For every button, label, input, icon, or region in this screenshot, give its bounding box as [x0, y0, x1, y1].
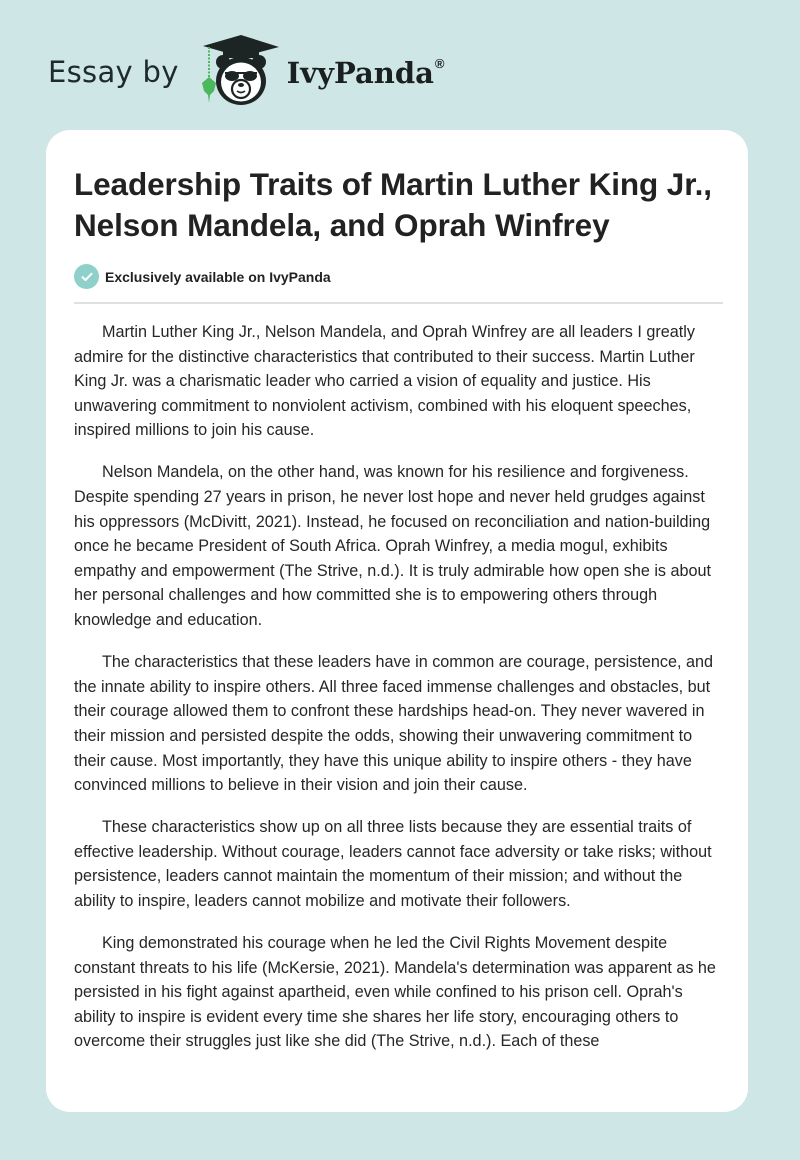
check-circle-icon — [74, 264, 99, 289]
brand-text: IvyPanda — [286, 56, 434, 90]
divider — [74, 302, 723, 304]
registered-mark: ® — [434, 56, 445, 71]
paragraph: The characteristics that these leaders have in common are courage, persistence, and the innate ability to inspire others. All three faced immense challenges and obstacles, but their courage allowed them to confront these hardships head-on. They never wavered in their mission and persisted despite the odds, showing their unwavering commitment to their cause. Most importantly, they have this unique ability to inspire others - they have convinced millions to believe in their vision and join their cause. — [74, 653, 713, 795]
paragraph: King demonstrated his courage when he led the Civil Rights Movement despite constant threats to his life (McKersie, 2021). Mandela's determination was apparent as he persisted in his fight against apartheid, even while confined to his prison cell. Oprah's ability to inspire is evident every time she shares her life story, encouraging others to overcome their struggles just like she did (The Strive, n.d.). Each of these — [74, 934, 716, 1051]
paragraph: Nelson Mandela, on the other hand, was known for his resilience and forgiveness. Despite spending 27 years in prison, he never lost hope and never held grudges against his oppressors (McDivitt, 2021). Instead, he focused on reconciliation and nation-building once he became President of South Africa. Oprah Winfrey, a media mogul, exhibits empathy and empowerment (The Strive, n.d.). It is truly admirable how open she is about her personal challenges and how committed she is to empowering others through knowledge and education. — [74, 463, 712, 630]
exclusive-badge-text: Exclusively available on IvyPanda — [105, 268, 331, 285]
essay-body — [74, 320, 726, 1072]
page-title: Leadership Traits of Martin Luther King Jr., Nelson Mandela, and Oprah Winfrey — [74, 166, 712, 243]
paragraph: These characteristics show up on all three lists because they are essential traits of effective leadership. Without courage, leaders cannot face adversity or take risks; without persistence, leaders cannot maintain the momentum of their mission; and without the ability to inspire, leaders cannot mobilize and motivate their followers. — [74, 818, 712, 910]
site-header — [48, 36, 445, 106]
panda-graduation-cap-icon[interactable] — [197, 33, 281, 109]
paragraph: Martin Luther King Jr., Nelson Mandela, and Oprah Winfrey are all leaders I greatly admire for the distinctive characteristics that contributed to their success. Martin Luther King Jr. was a charismatic leader who carried a vision of equality and justice. His unwavering commitment to nonviolent activism, combined with his eloquent speeches, inspired millions to join his cause. — [74, 323, 695, 440]
exclusive-badge — [74, 264, 331, 289]
essay-by-label: Essay by — [48, 55, 179, 89]
essay-card — [46, 130, 748, 1112]
brand-name[interactable] — [287, 56, 445, 90]
